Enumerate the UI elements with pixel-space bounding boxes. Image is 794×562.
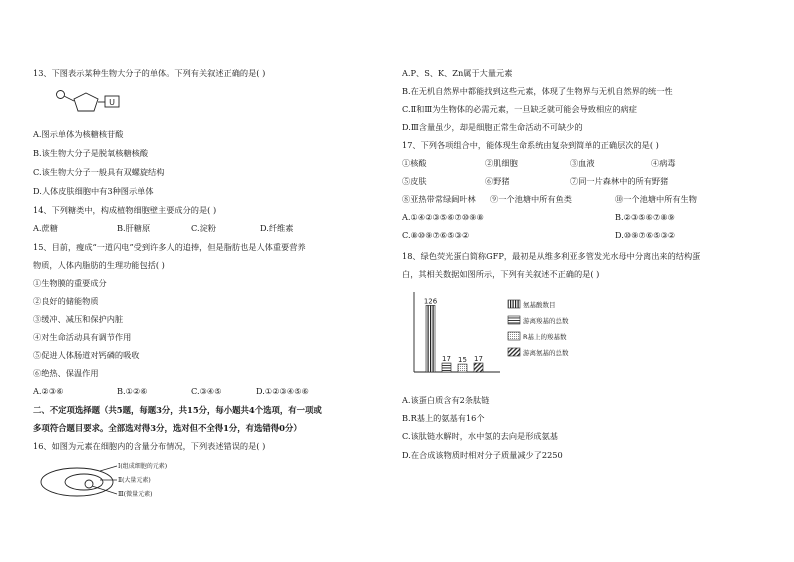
legend-swatch-4: [508, 348, 520, 356]
q17-option-d: D.⑩⑨⑦⑥⑤③②: [615, 230, 676, 240]
q17-item-3: ③血液: [570, 158, 595, 168]
q18-bar-chart: [400, 290, 600, 390]
section2-line2: 多项符合题目要求。全部选对得3分，选对但不全得1分，有选错得0分）: [33, 423, 302, 433]
q15-option-c: C.③④⑤: [191, 386, 222, 396]
q16-option-d: D.Ⅲ含量虽少，却是细胞正常生命活动不可缺少的: [402, 122, 583, 132]
q16-option-a: A.P、S、K、Zn属于大量元素: [402, 68, 513, 78]
q17-item-2: ②肌细胞: [485, 158, 518, 168]
q17-option-c: C.⑧⑩⑨⑦⑥⑤③②: [402, 230, 470, 240]
q16-label-I: Ⅰ(组成细胞的元素): [118, 463, 168, 470]
q17-item-7: ⑦同一片森林中的所有野猪: [570, 176, 669, 186]
outer-ellipse-I: [41, 468, 113, 496]
q14-option-b: B.肝糖原: [117, 223, 151, 233]
q13-option-a: A.图示单体为核糖核苷酸: [33, 129, 124, 139]
q17-item-5: ⑤皮肤: [402, 176, 427, 186]
q15-option-d: D.①②③④⑤⑥: [256, 386, 309, 396]
q16-label-III: Ⅲ(微量元素): [118, 491, 153, 498]
legend-label-3: R基上的羧基数: [523, 333, 567, 341]
q17-stem: 17、下列各项组合中，能体现生命系统由复杂到简单的正确层次的是( ): [402, 140, 659, 150]
q16-option-b: B.在无机自然界中都能找到这些元素，体现了生物界与无机自然界的统一性: [402, 86, 673, 96]
bar-4: [474, 363, 483, 372]
q18-option-d: D.在合成该物质时相对分子质量减少了2250: [402, 450, 563, 460]
q18-option-a: A.该蛋白质含有2条肽链: [402, 395, 490, 405]
q16-stem: 16、如图为元素在细胞内的含量分布情况，下列表述错误的是( ): [33, 441, 266, 451]
leader-III: [92, 486, 117, 494]
q14-option-a: A.蔗糖: [33, 223, 58, 233]
q15-item-4: ④对生命活动具有调节作用: [33, 332, 132, 342]
q16-option-c: C.Ⅱ和Ⅲ为生物体的必需元素，一旦缺乏就可能会导致相应的病症: [402, 104, 637, 114]
q13-stem: 13、下图表示某种生物大分子的单体。下列有关叙述正确的是( ): [33, 68, 266, 78]
q13-option-b: B.该生物大分子是脱氧核糖核酸: [33, 148, 149, 158]
q15-item-3: ③缓冲、减压和保护内脏: [33, 314, 124, 324]
q18-stem-line2: 白，其相关数据如图所示，下列有关叙述不正确的是( ): [402, 269, 600, 279]
section2-line1: 二、不定项选择题（共5题，每题3分，共15分，每小题共4个选项，有一项或: [33, 405, 322, 415]
q13-option-c: C.该生物大分子一般具有双螺旋结构: [33, 167, 165, 177]
legend-swatch-1: [508, 300, 520, 308]
bar-value-label-3: 15: [458, 356, 467, 365]
legend-label-1: 氨基酸数目: [523, 301, 556, 309]
leader-I: [100, 466, 117, 471]
bar-value-label-2: 17: [442, 355, 451, 364]
q15-item-6: ⑥绝热、保温作用: [33, 368, 99, 378]
q17-item-10: ⑩一个池塘中所有生物: [615, 194, 697, 204]
q15-option-a: A.②③⑥: [33, 386, 64, 396]
bar-value-label-4: 17: [474, 355, 483, 364]
phosphate-bond: [64, 96, 74, 101]
q17-option-b: B.②③⑤⑥⑦⑧⑨: [615, 212, 675, 222]
q18-option-c: C.该肽链水解时，水中氢的去向是形成氨基: [402, 431, 558, 441]
q14-option-c: C.淀粉: [191, 223, 216, 233]
inner-circle-III: [85, 480, 93, 488]
q17-item-6: ⑥野猪: [485, 176, 510, 186]
q17-option-a: A.①④②③⑤⑥⑦⑩⑨⑧: [402, 212, 484, 222]
q15-item-5: ⑤促进人体肠道对钙磷的吸收: [33, 350, 140, 360]
bar-2: [442, 363, 451, 372]
q15-item-2: ②良好的储能物质: [33, 296, 99, 306]
legend-swatch-2: [508, 316, 520, 324]
bar-1: [426, 305, 435, 372]
legend-label-2: 游离羧基的总数: [523, 317, 569, 325]
q14-option-d: D.纤维素: [260, 223, 294, 233]
bar-value-label-1: 126: [423, 297, 438, 306]
q18-stem-line1: 18、绿色荧光蛋白简称GFP，最初是从维多利亚多管发光水母中分离出来的结构蛋: [402, 251, 701, 261]
q18-option-b: B.R基上的氨基有16个: [402, 413, 485, 423]
q17-item-8: ⑧亚热带常绿阔叶林: [402, 194, 476, 204]
q13-option-d: D.人体皮肤细胞中有3种图示单体: [33, 186, 154, 196]
q15-stem-line2: 物质，人体内脂肪的生理功能包括( ): [33, 260, 165, 270]
q13-monomer-diagram: [55, 84, 135, 124]
q17-item-9: ⑨一个池塘中所有鱼类: [490, 194, 572, 204]
q17-item-4: ④病毒: [651, 158, 676, 168]
pentose-ring: [74, 93, 98, 111]
legend-label-4: 游离氨基的总数: [523, 349, 569, 357]
q15-option-b: B.①②⑥: [117, 386, 148, 396]
q16-label-II: Ⅱ(大量元素): [118, 477, 151, 484]
q14-stem: 14、下列糖类中，构成植物细胞壁主要成分的是( ): [33, 205, 217, 215]
q15-item-1: ①生物膜的重要成分: [33, 278, 107, 288]
q17-item-1: ①核酸: [402, 158, 427, 168]
base-label: U: [109, 98, 115, 107]
legend-swatch-3: [508, 332, 520, 340]
phosphate-circle: [57, 91, 65, 99]
bar-3: [458, 364, 467, 372]
q15-stem-line1: 15、目前，瘦成“一道闪电”受到许多人的追捧，但是脂肪也是人体重要营养: [33, 242, 306, 252]
